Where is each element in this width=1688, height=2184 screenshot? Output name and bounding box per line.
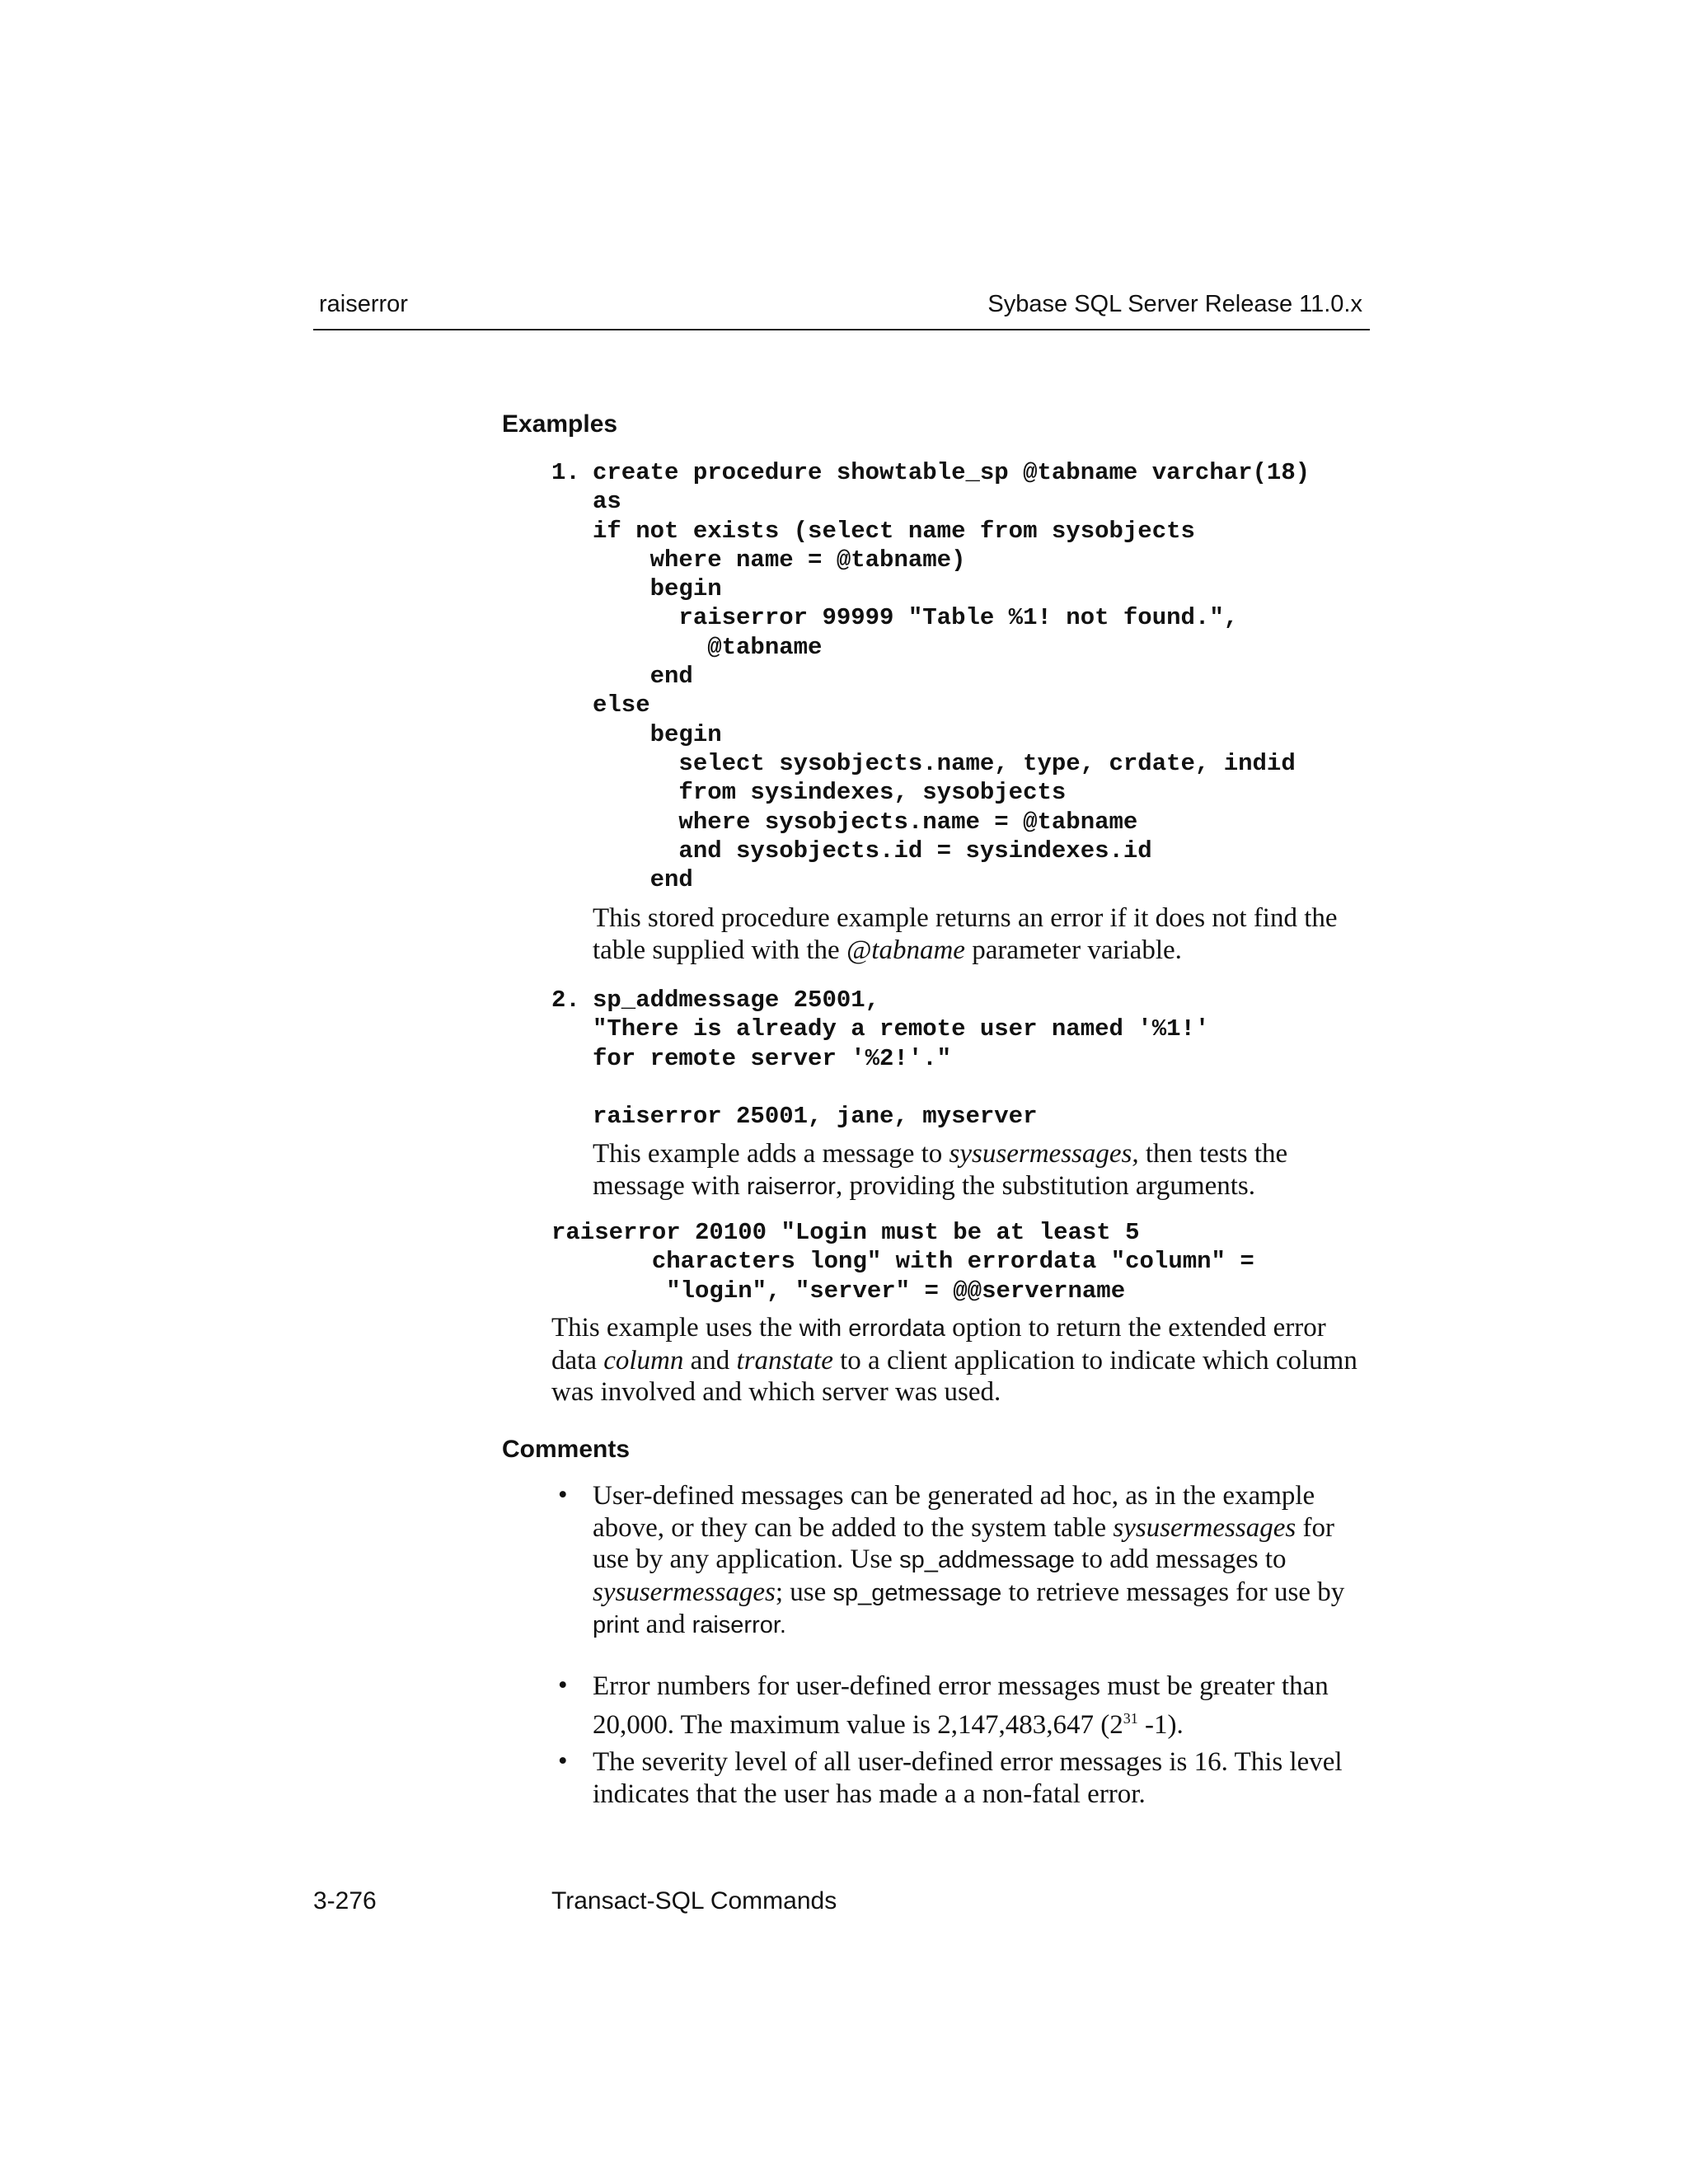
- example-1-code: create procedure showtable_sp @tabname varchar(18) as if not exists (select name from sysobjects where name = @tabname) begin raiserror 99999 "Table %1! not found.", @tabname end else begin select sysobjects.name, type, crdate, indid from sysindexes, sysobjects where sysobjects.name = @tabname and sysobjects.id = sysindexes.id end: [593, 459, 1311, 894]
- raiserror-command: raiserror.: [692, 1612, 786, 1638]
- bullet-3-marker: •: [558, 1746, 568, 1776]
- bullet-1-marker: •: [558, 1480, 568, 1510]
- sysusermessages-table: sysusermessages: [1113, 1512, 1296, 1543]
- bullet-2-marker: •: [558, 1671, 568, 1700]
- sp-addmessage-command: sp_addmessage: [899, 1547, 1075, 1573]
- sysusermessages-table: sysusermessages,: [949, 1139, 1139, 1169]
- header-rule: [313, 329, 1370, 330]
- example-2-number: 2.: [551, 987, 580, 1014]
- examples-heading: Examples: [502, 410, 618, 438]
- example-2-code: sp_addmessage 25001, "There is already a remote user named '%1!' for remote server '%2!'." raiserror 25001, jane, myserver: [593, 987, 1210, 1131]
- sp-getmessage-command: sp_getmessage: [832, 1579, 1002, 1606]
- print-command: print: [593, 1612, 640, 1638]
- running-header-left: raiserror: [319, 291, 408, 317]
- example-3-description: This example uses the with errordata option to return the extended error data column and transtate to a client application to indicate which column was involved and which server was used.: [551, 1313, 1357, 1407]
- page-number: 3-276: [313, 1887, 377, 1915]
- column-term: column: [603, 1345, 684, 1376]
- sysusermessages-table: sysusermessages: [593, 1577, 776, 1607]
- with-errordata-option: with errordata: [799, 1315, 945, 1342]
- comments-heading: Comments: [502, 1436, 631, 1463]
- example-1-number: 1.: [551, 459, 580, 486]
- tabname-variable: @tabname: [846, 935, 965, 965]
- example-3-code: raiserror 20100 "Login must be at least 5 characters long" with errordata "column" = "login", "server" = @@servername: [551, 1219, 1254, 1305]
- example-1-description: This stored procedure example returns an error if it does not find the table supplied with the @tabname parameter variable.: [593, 903, 1338, 965]
- comment-bullet-1: User-defined messages can be generated ad hoc, as in the example above, or they can be added to the system table sysusermessages for use by any application. Use sp_addmessage to add messages to sysusermessages; use sp_getmessage to retrieve messages for use by print and raiserror.: [593, 1481, 1345, 1639]
- running-header-right: Sybase SQL Server Release 11.0.x: [987, 291, 1362, 317]
- footer-title: Transact-SQL Commands: [551, 1887, 837, 1915]
- example-2-description: This example adds a message to sysusermessages, then tests the message with raiserror, providing the substitution arguments.: [593, 1139, 1288, 1201]
- comment-bullet-2: Error numbers for user-defined error messages must be greater than 20,000. The maximum value is 2,147,483,647 ($2^{31}$ -1).: [593, 1671, 1329, 1740]
- raiserror-command: raiserror: [746, 1173, 836, 1200]
- exponent: 31: [1123, 1709, 1138, 1727]
- comment-bullet-3: The severity level of all user-defined error messages is 16. This level indicates that the user has made a a non-fatal error.: [593, 1747, 1343, 1809]
- transtate-term: transtate: [736, 1345, 833, 1376]
